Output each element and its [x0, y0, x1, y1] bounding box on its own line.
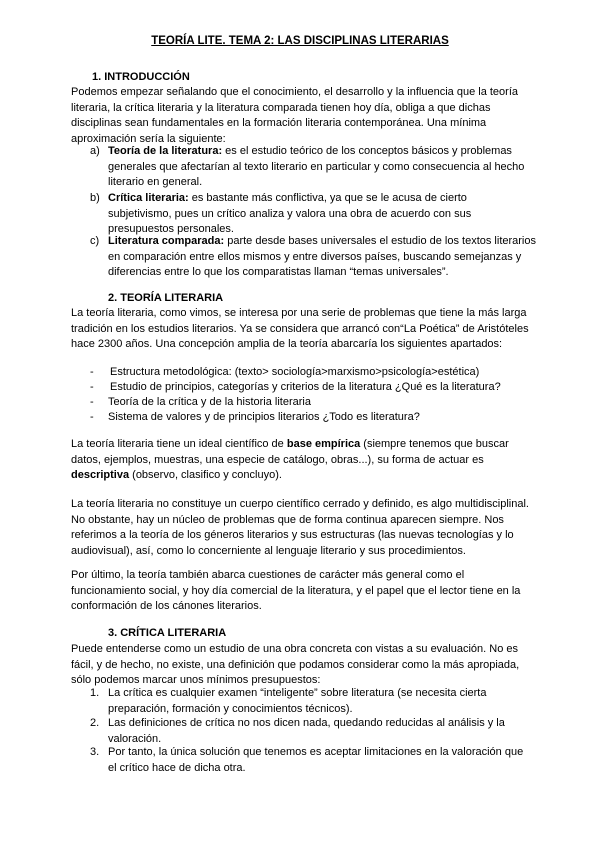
- section-3-intro: Puede entenderse como un estudio de una obra concreta con vistas a su evaluación. No es fácil, y de hecho, no existe, una definición que podamos considerar como la más apropiada, sólo podemos marcar unos mínimos presupuestos:: [71, 643, 520, 687]
- list-marker: c): [90, 235, 100, 247]
- item-term: Crítica literaria:: [108, 192, 189, 204]
- section-1-intro: Podemos empezar señalando que el conocimiento, el desarrollo y la influencia que la teoría literaria, la crítica literaria y la literatura comparada tienen hoy día, obliga a que dichas disciplinas sean fundamentales en la formación literaria contemporánea. Una mínima aproximación sería la siguiente:: [71, 86, 518, 145]
- text-run: (observo, clasifico y concluyo).: [129, 469, 282, 482]
- list-marker: a): [90, 145, 100, 157]
- emphasis: base empírica: [286, 438, 361, 450]
- item-text: parte desde bases universales el estudio de los textos literarios en comparación entre ellos mismos y entre diversos países, buscando semejanzas y diferencias entre lo que los comparatistas llaman “temas universales”.: [108, 235, 536, 279]
- section-2-intro: La teoría literaria, como vimos, se interesa por una serie de problemas que tiene la más larga tradición en los estudios literarios. Ya se considera que arrancó con“La Poética” de Aristóteles hace 2300 años. Una concepción amplia de la teoría abarcaría los siguientes apartados:: [71, 307, 529, 351]
- list-item: [108, 234, 536, 281]
- list-marker: 1.: [90, 687, 100, 699]
- text-run: La teoría literaria tiene un ideal científico de: [71, 438, 287, 450]
- list-item: [108, 191, 518, 238]
- bullet-item: Estructura metodológica: (texto> sociología>marxismo>psicología>estética): [110, 366, 480, 378]
- document-title: TEORÍA LITE. TEMA 2: LAS DISCIPLINAS LITERARIAS: [151, 35, 449, 47]
- section-2-paragraph: La teoría literaria no constituye un cuerpo científico cerrado y definido, es algo multidisciplinal. No obstante, hay un núcleo de problemas que de forma continua aparecen siempre. Nos referimos a la teoría de los géneros literarios y sus estructuras (las nuevas tecnologías y lo audiovisual), así, como lo concerniente al lenguaje literario y sus procedimientos.: [71, 498, 529, 557]
- text-run: (siempre tenemos que buscar datos, ejemplos, muestras, una especie de catálogo, obras...), su forma de actuar es: [71, 438, 509, 466]
- list-marker: b): [90, 192, 100, 204]
- item-term: Literatura comparada:: [108, 235, 225, 247]
- list-item: [108, 144, 533, 191]
- section-1-heading: 1. INTRODUCCIÓN: [92, 71, 190, 83]
- list-marker: 3.: [90, 746, 100, 758]
- section-2-paragraph: Por último, la teoría también abarca cuestiones de carácter más general como el funcionamiento social, y hoy día comercial de la literatura, y el papel que el lector tiene en la conformación de los cánones literarios.: [71, 569, 521, 613]
- bullet-item: Teoría de la crítica y de la historia literaria: [108, 396, 311, 408]
- bullet-dash: -: [90, 396, 94, 408]
- item-text: es el estudio teórico de los conceptos básicos y problemas generales que afectarían al texto literario en particular y como consecuencia al hecho literario en general.: [108, 145, 525, 189]
- emphasis: descriptiva: [71, 469, 130, 482]
- list-item: Las definiciones de crítica no nos dicen nada, quedando reducidas al análisis y la valoración.: [108, 717, 505, 745]
- section-2-paragraph: [71, 437, 533, 484]
- bullet-dash: -: [90, 366, 94, 378]
- bullet-dash: -: [90, 381, 94, 393]
- item-term: Teoría de la literatura:: [108, 145, 223, 157]
- list-item: La crítica es cualquier examen “inteligente” sobre literatura (se necesita cierta preparación, formación y conocimientos técnicos).: [108, 687, 487, 715]
- bullet-dash: -: [90, 411, 94, 423]
- list-marker: 2.: [90, 717, 100, 729]
- list-item: Por tanto, la única solución que tenemos es aceptar limitaciones en la valoración que el crítico hace de dicha otra.: [108, 746, 524, 774]
- bullet-item: Sistema de valores y de principios literarios ¿Todo es literatura?: [108, 411, 420, 423]
- bullet-item: Estudio de principios, categorías y criterios de la literatura ¿Qué es la literatura?: [110, 381, 501, 393]
- section-2-heading: 2. TEORÍA LITERARIA: [108, 292, 224, 304]
- section-3-heading: 3. CRÍTICA LITERARIA: [108, 627, 227, 639]
- item-text: es bastante más conflictiva, ya que se le acusa de cierto subjetivismo, pues un crítico analiza y valora una obra de acuerdo con sus presupuestos personales.: [108, 192, 472, 236]
